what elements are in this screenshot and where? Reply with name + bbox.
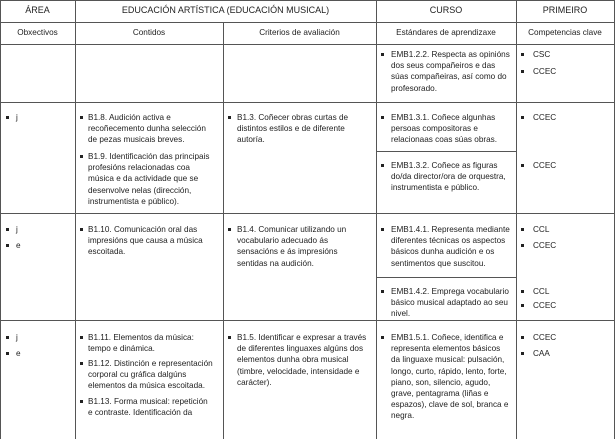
bullet xyxy=(80,155,83,158)
estandar-text: EMB1.3.2. Coñece as figuras do/da director/ora de orquestra, instrumentista e público. xyxy=(391,161,506,193)
subheader-competencias: Competencias clave xyxy=(528,28,602,37)
col-line xyxy=(0,0,1,439)
sub-row-divider xyxy=(376,277,516,278)
bullet xyxy=(521,304,524,307)
subheader-obxectivos: Obxectivos xyxy=(17,28,58,37)
bullet xyxy=(6,352,9,355)
competencia: CCL xyxy=(533,225,550,234)
bullet xyxy=(80,336,83,339)
bullet xyxy=(228,116,231,119)
contido-text: B1.11. Elementos da música: tempo e dinámica. xyxy=(88,333,194,354)
estandar-text: EMB1.4.2. Emprega vocabulario básico musical adaptado ao seu nivel. xyxy=(391,287,509,319)
bullet xyxy=(521,70,524,73)
bullet xyxy=(228,336,231,339)
bullet xyxy=(381,116,384,119)
competencia: CCEC xyxy=(533,333,557,342)
bullet xyxy=(228,228,231,231)
bullet xyxy=(80,362,83,365)
estandar-text: EMB1.5.1. Coñece, identifica e representa elementos básicos da linguaxe musical: pulsación, longo, curto, rápido, lento, forte, piano, son, silencio, agudo, grave, pentagrama (liñas e espazos), clave de sol, branca e negra. xyxy=(391,333,509,421)
bullet xyxy=(381,228,384,231)
bullet xyxy=(381,336,384,339)
bullet xyxy=(6,336,9,339)
contido-text: B1.13. Forma musical: repetición e contraste. Identificación da xyxy=(88,397,208,418)
col-line xyxy=(223,22,224,439)
row-divider xyxy=(0,320,615,321)
bullet xyxy=(521,352,524,355)
estandar-text: EMB1.2.2. Respecta as opinións dos seus compañeiros e das súas compañeiras, así como do profesorado. xyxy=(391,50,510,93)
header-area: ÁREA xyxy=(25,5,50,15)
competencia: CCL xyxy=(533,287,550,296)
bullet xyxy=(80,228,83,231)
bullet xyxy=(521,53,524,56)
obxectivo: j xyxy=(16,333,18,342)
criterio-text: B1.4. Comunicar utilizando un vocabulario adecuado ás sensacións e ás impresións sentidas na audición. xyxy=(237,225,347,268)
obxectivo: j xyxy=(16,113,18,122)
competencia: CCEC xyxy=(533,241,557,250)
competencia: CCEC xyxy=(533,301,557,310)
obxectivo: j xyxy=(16,225,18,234)
col-line xyxy=(516,0,517,439)
bullet xyxy=(521,164,524,167)
contido-text: B1.10. Comunicación oral das impresións que causa a música escoitada. xyxy=(88,225,203,257)
bullet xyxy=(521,336,524,339)
header-subject: EDUCACIÓN ARTÍSTICA (EDUCACIÓN MUSICAL) xyxy=(121,5,330,15)
bullet xyxy=(6,228,9,231)
col-line xyxy=(75,0,76,439)
bullet xyxy=(80,116,83,119)
col-line xyxy=(376,0,377,439)
competencia: CCEC xyxy=(533,113,557,122)
row-divider xyxy=(0,102,615,103)
bullet xyxy=(521,228,524,231)
competencia: CAA xyxy=(533,349,550,358)
subheader-estandares: Estándares de aprendizaxe xyxy=(396,28,496,37)
sub-row-divider xyxy=(376,151,516,152)
subheader-criterios: Criterios de avaliación xyxy=(259,28,340,37)
bullet xyxy=(381,53,384,56)
bullet xyxy=(521,244,524,247)
header-course-label: CURSO xyxy=(429,5,463,15)
row-divider xyxy=(0,213,615,214)
contido-text: B1.12. Distinción e representación corporal cu gráfica dalgúns elementos da música escoitada. xyxy=(88,359,213,391)
estandar-text: EMB1.4.1. Representa mediante diferentes técnicas os aspectos básicos dunha audición e os sentimentos que suscitou. xyxy=(391,225,510,268)
bullet xyxy=(381,164,384,167)
contido-text: B1.8. Audición activa e recoñecemento dunha selección de pezas musicais breves. xyxy=(88,113,206,145)
table-border-top xyxy=(0,0,615,1)
header-divider xyxy=(0,22,615,23)
subheader-contidos: Contidos xyxy=(132,28,166,37)
bullet xyxy=(521,116,524,119)
bullet xyxy=(6,244,9,247)
criterio-text: B1.5. Identificar e expresar a través de diferentes linguaxes algúns dos elementos dunha obra musical (timbre, velocidade, intensidade e carácter). xyxy=(237,333,367,387)
competencia: CSC xyxy=(533,50,551,59)
bullet xyxy=(6,116,9,119)
header-course-value: PRIMEIRO xyxy=(542,5,588,15)
competencia: CCEC xyxy=(533,161,557,170)
bullet xyxy=(381,290,384,293)
bullet xyxy=(80,400,83,403)
contido-text: B1.9. Identificación das principais profesións relacionadas coa música e da actividade que se desenvolve nelas (dirección, instrumentista e público). xyxy=(88,152,210,206)
estandar-text: EMB1.3.1. Coñece algunhas persoas compositoras e relacionaas coas súas obras. xyxy=(391,113,498,145)
bullet xyxy=(521,290,524,293)
competencia: CCEC xyxy=(533,67,557,76)
obxectivo: e xyxy=(16,349,21,358)
obxectivo: e xyxy=(16,241,21,250)
subheader-divider xyxy=(0,44,615,45)
criterio-text: B1.3. Coñecer obras curtas de distintos estilos e de diferente autoría. xyxy=(237,113,349,145)
